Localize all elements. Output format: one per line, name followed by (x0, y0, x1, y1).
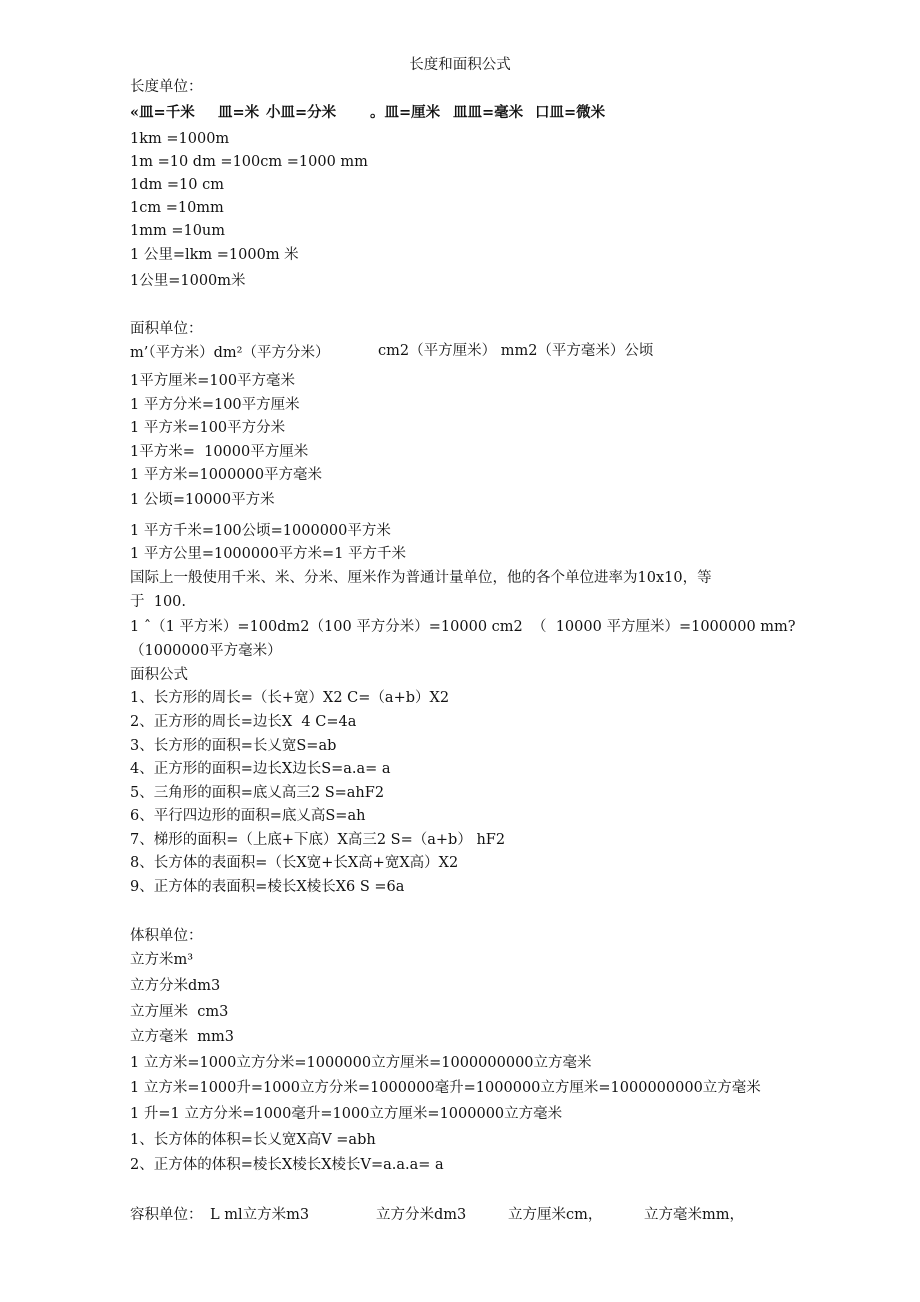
length-line: 1cm =10mm (130, 200, 224, 216)
capacity-unit: 立方厘米cm， (508, 1207, 603, 1223)
volume-unit: 立方毫米 mm3 (130, 1029, 234, 1045)
volume-line: 1、长方体的体积=长乂宽X高V =abh (130, 1132, 376, 1148)
area-line: 1 平方千米=100公顷=1000000平方米 (130, 523, 391, 539)
volume-line: 1 升=1 立方分米=1000毫升=1000立方厘米=1000000立方毫米 (130, 1106, 563, 1122)
length-unit: 。皿=厘米 (370, 104, 441, 121)
area-units-left: m’（平方米）dm²（平方分米） (130, 345, 330, 361)
length-line: 1 公里=lkm =1000m 米 (130, 247, 299, 263)
formula-item: 8、长方体的表面积=（长X宽+长X高+宽X高）X2 (130, 855, 459, 871)
formula-item: 4、正方形的面积=边长X边长S=a.a= a (130, 761, 391, 777)
area-line: 1平方厘米=100平方毫米 (130, 373, 296, 389)
length-line: 1mm =10um (130, 223, 226, 239)
area-note: 于 100. (130, 594, 187, 610)
capacity-unit: 立方分米dm3 (376, 1207, 467, 1223)
capacity-unit: 立方毫米mm， (644, 1207, 744, 1223)
area-units-right: cm2（平方厘米） mm2（平方毫米）公顷 (378, 343, 654, 359)
length-heading: 长度单位： (130, 79, 203, 95)
length-line: 1公里=1000m米 (130, 273, 246, 289)
length-unit: 皿皿=毫米 (453, 104, 524, 121)
volume-line: 1 立方米=1000升=1000立方分米=1000000毫升=1000000立方厘米=1000000000立方毫米 (130, 1080, 761, 1096)
volume-line: 1 立方米=1000立方分米=1000000立方厘米=1000000000立方毫米 (130, 1055, 592, 1071)
length-line: 1km =1000m (130, 131, 230, 147)
length-unit: «皿=千米 (130, 104, 195, 121)
volume-unit: 立方米m³ (130, 952, 194, 968)
formula-item: 1、长方形的周长=（长+宽）X2 C=（a+b）X2 (130, 690, 450, 706)
area-line: 1 平方米=100平方分米 (130, 420, 286, 436)
area-conversion: 1 ˆ（1 平方米）=100dm2（100 平方分米）=10000 cm2 （ 10000 平方厘米）=1000000 mm? (130, 619, 796, 635)
length-unit: 皿=米 (218, 104, 260, 121)
area-heading: 面积单位： (130, 321, 203, 337)
formula-item: 5、三角形的面积=底乂高三2 S=ahF2 (130, 785, 385, 801)
volume-heading: 体积单位： (130, 928, 203, 944)
area-conversion: （1000000平方毫米） (130, 643, 282, 659)
length-line: 1m =10 dm =100cm =1000 mm (130, 154, 368, 170)
area-note: 国际上一般使用千米、米、分米、厘米作为普通计量单位，他的各个单位进率为10x10，等 (130, 570, 712, 586)
length-unit: 小皿=分米 (266, 104, 337, 121)
area-line: 1 平方公里=1000000平方米=1 平方千米 (130, 546, 407, 562)
formula-item: 2、正方形的周长=边长X 4 C=4a (130, 714, 357, 730)
capacity-unit: L ml立方米m3 (210, 1207, 310, 1223)
formula-item: 7、梯形的面积=（上底+下底）X高三2 S=（a+b） hF2 (130, 832, 506, 848)
capacity-heading: 容积单位： (130, 1207, 203, 1223)
area-line: 1 平方米=1000000平方毫米 (130, 467, 323, 483)
length-line: 1dm =10 cm (130, 177, 224, 193)
area-line: 1 平方分米=100平方厘米 (130, 397, 300, 413)
volume-unit: 立方分米dm3 (130, 978, 221, 994)
formula-item: 3、长方形的面积=长乂宽S=ab (130, 738, 337, 754)
volume-unit: 立方厘米 cm3 (130, 1004, 229, 1020)
formula-item: 6、平行四边形的面积=底乂高S=ah (130, 808, 366, 824)
area-line: 1平方米= 10000平方厘米 (130, 444, 309, 460)
formula-heading: 面积公式 (130, 667, 188, 683)
area-line: 1 公顷=10000平方米 (130, 492, 275, 508)
document-title: 长度和面积公式 (409, 57, 511, 73)
formula-item: 9、正方体的表面积=棱长X棱长X6 S =6a (130, 879, 405, 895)
length-unit: 口皿=微米 (535, 104, 606, 121)
volume-line: 2、正方体的体积=棱长X棱长X棱长V=a.a.a= a (130, 1157, 444, 1173)
